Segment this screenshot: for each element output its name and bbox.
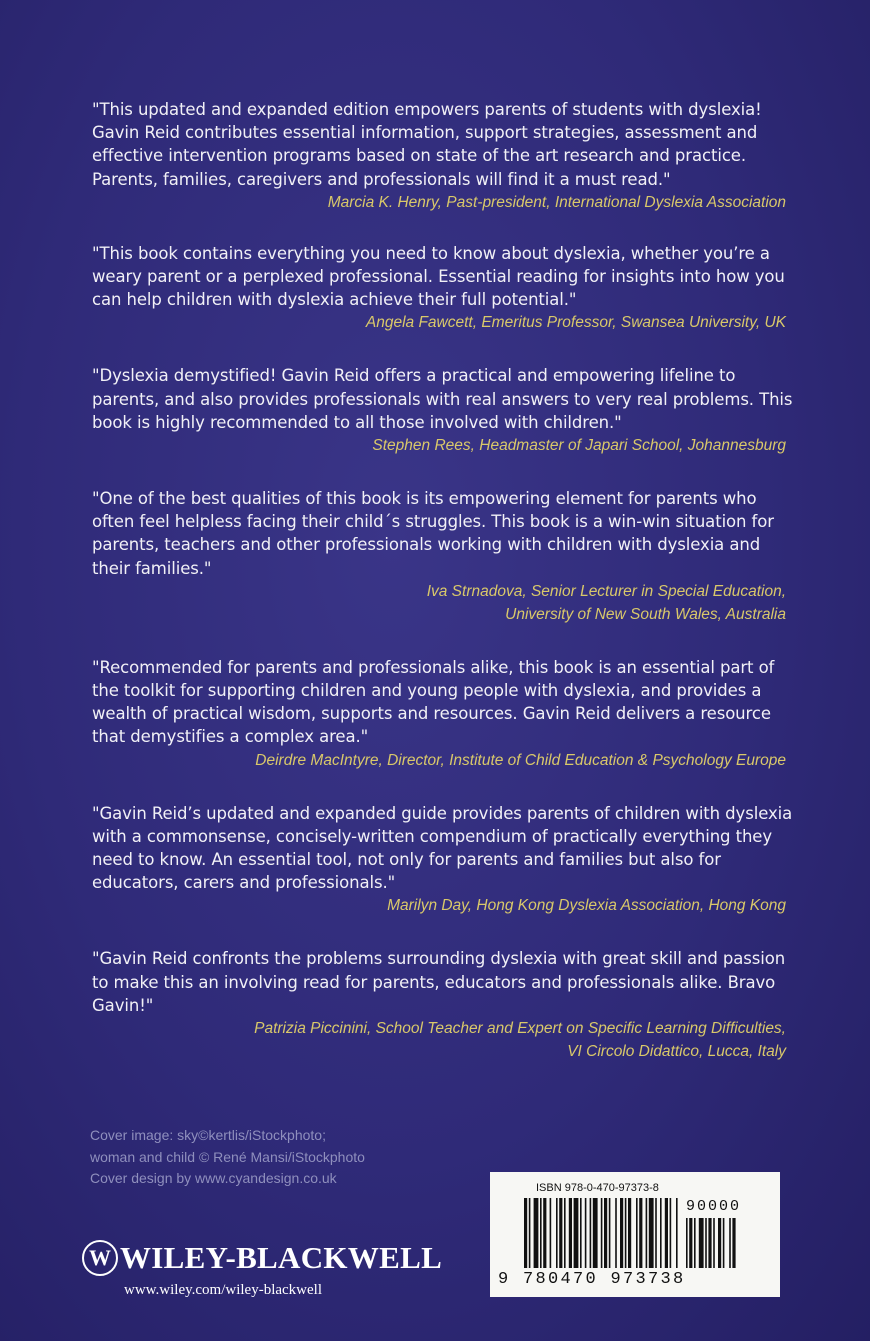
barcode-bar (604, 1198, 607, 1268)
barcode-digits: 9 780470 973738 (498, 1270, 686, 1289)
barcode-bar (590, 1198, 592, 1268)
barcode-bar (699, 1218, 704, 1268)
isbn-label: ISBN 978-0-470-97373-8 (536, 1182, 659, 1194)
wiley-logo-icon: W (82, 1240, 118, 1276)
credit-line: woman and child © René Mansi/iStockphoto (90, 1148, 365, 1165)
barcode-bar (686, 1218, 688, 1268)
barcode-bar (524, 1198, 527, 1268)
review-5 (92, 656, 786, 772)
barcode-bar (732, 1218, 735, 1268)
barcode-bar (620, 1198, 623, 1268)
review-attribution: Marcia K. Henry, Past-president, International Dyslexia Association (327, 193, 786, 211)
barcode-bar (534, 1198, 539, 1268)
barcode-bar (529, 1198, 531, 1268)
barcode-bar (694, 1218, 696, 1268)
barcode-bar (713, 1218, 715, 1268)
reviews-section (92, 98, 793, 1063)
barcode-bar (729, 1218, 731, 1268)
review-quote: "Gavin Reid confronts the problems surrounding dyslexia with great skill and passion to make this an involving read for parents, educators and professionals alike. Bravo Gavin!" (92, 949, 786, 1015)
barcode-bar (585, 1198, 587, 1268)
barcode-bar (574, 1198, 579, 1268)
review-2 (92, 242, 786, 335)
review-6 (92, 802, 793, 918)
review-quote: "One of the best qualities of this book is its empowering element for parents who often feel helpless facing their child´s struggles. This book is a win-win situation for parents, teachers and other professionals working with children with dyslexia and their families." (92, 489, 774, 578)
publisher-name: WILEY-BLACKWELL (120, 1240, 443, 1275)
price-code: 90000 (686, 1198, 742, 1215)
credit-line: Cover design by www.cyandesign.co.uk (90, 1170, 337, 1186)
publisher-url: www.wiley.com/wiley-blackwell (124, 1282, 322, 1298)
review-1 (92, 98, 786, 214)
barcode-bar (705, 1218, 707, 1268)
barcode-bar (609, 1198, 611, 1268)
barcode-bar (556, 1198, 558, 1268)
review-quote: "Dyslexia demystified! Gavin Reid offers a practical and empowering lifeline to parents, and also provides professionals with real answers to very real problems. This book is highly recommended to all those involved with children." (92, 366, 793, 432)
barcode-bar (689, 1218, 692, 1268)
review-attribution: Iva Strnadova, Senior Lecturer in Special Education, University of New South Wales, Australia (426, 582, 786, 623)
review-attribution: Stephen Rees, Headmaster of Japari School, Johannesburg (372, 437, 786, 455)
barcode-bar (615, 1198, 617, 1268)
review-quote: "This book contains everything you need to know about dyslexia, whether you’re a weary parent or a perplexed professional. Essential reading for insights into how you can help children with dyslexia achieve their full potential." (92, 243, 785, 310)
review-attribution: Angela Fawcett, Emeritus Professor, Swansea University, UK (365, 314, 786, 332)
barcode-bar (660, 1198, 662, 1268)
barcode-bar (601, 1198, 603, 1268)
review-3 (92, 364, 793, 457)
barcode-bar (639, 1198, 642, 1268)
review-attribution: Deirdre MacIntyre, Director, Institute of Child Education & Psychology Europe (255, 751, 786, 769)
review-quote: "Gavin Reid’s updated and expanded guide provides parents of children with dyslexia with a commonsense, concisely-written compendium of practically everything they need to know. An essential tool, not only for parents and families but also for educators, carers and professionals." (92, 803, 793, 893)
review-quote: "This updated and expanded edition empowers parents of students with dyslexia! Gavin Reid contributes essential information, support strategies, assessment and effective intervention programs based on state of the art research and practice. Parents, families, caregivers and professionals will find it a must read." (92, 100, 762, 189)
barcode-bar (593, 1198, 598, 1268)
review-attribution: Patrizia Piccinini, School Teacher and Expert on Specific Learning Difficulties, VI Circolo Didattico, Lucca, Italy (254, 1020, 786, 1061)
barcode-bar (646, 1198, 648, 1268)
barcode-bar (625, 1198, 627, 1268)
barcode-bar (543, 1198, 546, 1268)
barcode-bar (670, 1198, 672, 1268)
barcode-bar (540, 1198, 542, 1268)
review-7 (92, 947, 786, 1063)
credit-line: Cover image: sky©kertlis/iStockphoto; (90, 1127, 326, 1143)
review-4 (92, 487, 786, 626)
barcode-bar (649, 1198, 654, 1268)
review-quote: "Recommended for parents and professionals alike, this book is an essential part of the toolkit for supporting children and young people with dyslexia, and provides a wealth of practical wisdom, supports and resources. Gavin Reid delivers a resource that demystifies a complex area." (92, 657, 775, 747)
barcode-bar (559, 1198, 562, 1268)
barcode-bar (569, 1198, 572, 1268)
barcode-bar (676, 1198, 678, 1268)
barcode-bar (628, 1198, 631, 1268)
barcode-bar (723, 1218, 725, 1268)
barcode-bar (665, 1198, 668, 1268)
barcode-bar (580, 1198, 582, 1268)
barcode-bar (718, 1218, 721, 1268)
publisher-logo (82, 1240, 442, 1276)
review-attribution: Marilyn Day, Hong Kong Dyslexia Association, Hong Kong (387, 897, 786, 915)
barcode-bar (550, 1198, 552, 1268)
isbn-barcode (490, 1172, 780, 1297)
barcode-bar (636, 1198, 638, 1268)
barcode-bar (564, 1198, 566, 1268)
cover-credits (90, 1125, 365, 1190)
barcode-bar (708, 1218, 711, 1268)
barcode-bar (655, 1198, 657, 1268)
